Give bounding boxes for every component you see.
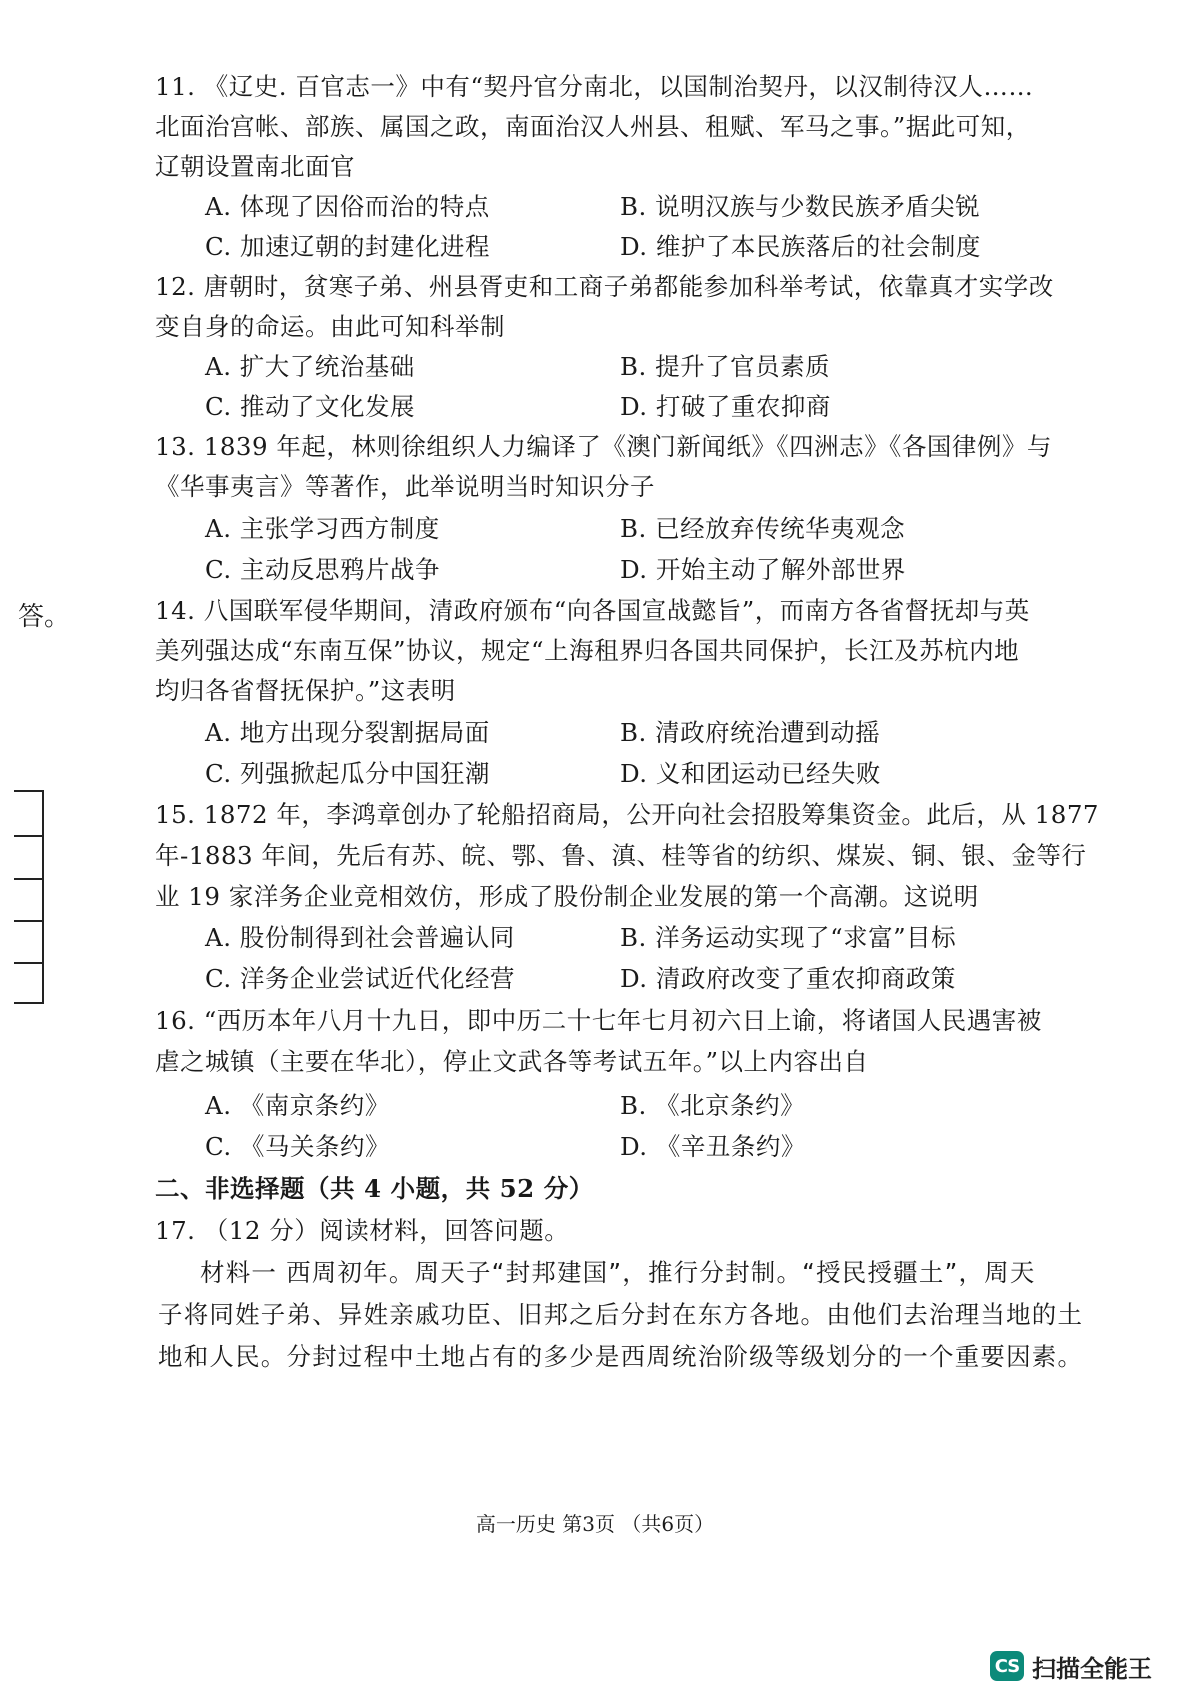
- question-13-option-c: C. 主动反思鸦片战争: [205, 555, 440, 584]
- margin-character: 答。: [18, 602, 71, 632]
- scanner-watermark: [990, 1648, 1152, 1684]
- question-15-option-d: D. 清政府改变了重农抑商政策: [620, 964, 956, 993]
- question-12-option-d: D. 打破了重农抑商: [620, 392, 831, 421]
- question-14-option-a: A. 地方出现分裂割据局面: [205, 718, 490, 747]
- question-14-line-2: 美列强达成“东南互保”协议，规定“上海租界归各国共同保护，长江及苏杭内地: [155, 636, 1020, 665]
- question-11-line-2: 北面治宫帐、部族、属国之政，南面治汉人州县、租赋、军马之事。”据此可知，: [155, 112, 1031, 141]
- question-11-option-b: B. 说明汉族与少数民族矛盾尖锐: [620, 192, 981, 221]
- question-11-option-a: A. 体现了因俗而治的特点: [205, 192, 490, 221]
- question-15-option-b: B. 洋务运动实现了“求富”目标: [620, 923, 957, 952]
- question-11-option-c: C. 加速辽朝的封建化进程: [205, 232, 490, 261]
- material-line-3: 地和人民。分封过程中土地占有的多少是西周统治阶级等级划分的一个重要因素。: [158, 1342, 1084, 1371]
- section-title: 二、非选择题（共 4 小题，共 52 分）: [155, 1174, 594, 1203]
- question-15-line-2: 年-1883 年间，先后有苏、皖、鄂、鲁、滇、桂等省的纺织、煤炭、铜、银、金等行: [155, 841, 1087, 870]
- page-footer: 高一历史 第3页 （共6页）: [475, 1512, 715, 1536]
- watermark-text: 扫描全能王: [1032, 1654, 1152, 1683]
- question-12-option-a: A. 扩大了统治基础: [205, 352, 415, 381]
- question-16-option-d: D. 《辛丑条约》: [620, 1132, 806, 1161]
- question-11-line-1: 11. 《辽史. 百官志一》中有“契丹官分南北，以国制治契丹，以汉制待汉人……: [155, 72, 1034, 101]
- question-13-line-2: 《华事夷言》等著作，此举说明当时知识分子: [155, 472, 655, 501]
- question-14-option-c: C. 列强掀起瓜分中国狂潮: [205, 759, 490, 788]
- question-13-line-1: 13. 1839 年起，林则徐组织人力编译了《澳门新闻纸》《四洲志》《各国律例》与: [155, 432, 1052, 461]
- question-12-line-1: 12. 唐朝时，贫寒子弟、州县胥吏和工商子弟都能参加科举考试，依靠真才实学改: [155, 272, 1054, 301]
- question-15-line-1: 15. 1872 年，李鸿章创办了轮船招商局，公开向社会招股筹集资金。此后，从 1877: [155, 800, 1100, 829]
- question-15-option-c: C. 洋务企业尝试近代化经营: [205, 964, 515, 993]
- question-13-option-b: B. 已经放弃传统华夷观念: [620, 514, 906, 543]
- question-12-option-b: B. 提升了官员素质: [620, 352, 831, 381]
- camscanner-logo-icon: CS: [990, 1651, 1024, 1681]
- question-16-line-2: 虐之城镇（主要在华北），停止文武各等考试五年。”以上内容出自: [155, 1047, 869, 1076]
- question-16-option-b: B. 《北京条约》: [620, 1091, 806, 1120]
- question-14-option-b: B. 清政府统治遭到动摇: [620, 718, 881, 747]
- question-12-line-2: 变自身的命运。由此可知科举制: [155, 312, 505, 341]
- question-17-title: 17. （12 分）阅读材料，回答问题。: [155, 1216, 570, 1245]
- question-14-line-1: 14. 八国联军侵华期间，清政府颁布“向各国宣战懿旨”，而南方各省督抚却与英: [155, 596, 1030, 625]
- question-15-option-a: A. 股份制得到社会普遍认同: [205, 923, 515, 952]
- question-14-option-d: D. 义和团运动已经失败: [620, 759, 881, 788]
- material-line-1: 材料一 西周初年。周天子“封邦建国”，推行分封制。“授民授疆土”，周天: [200, 1258, 1036, 1287]
- material-line-2: 子将同姓子弟、异姓亲戚功臣、旧邦之后分封在东方各地。由他们去治理当地的土: [158, 1300, 1084, 1329]
- question-16-option-a: A. 《南京条约》: [205, 1091, 390, 1120]
- question-12-option-c: C. 推动了文化发展: [205, 392, 415, 421]
- binding-bracket: [14, 790, 44, 1004]
- question-15-line-3: 业 19 家洋务企业竞相效仿，形成了股份制企业发展的第一个高潮。这说明: [155, 882, 979, 911]
- question-16-line-1: 16. “西历本年八月十九日，即中历二十七年七月初六日上谕，将诸国人民遇害被: [155, 1006, 1042, 1035]
- question-11-line-3: 辽朝设置南北面官: [155, 152, 355, 181]
- question-11-option-d: D. 维护了本民族落后的社会制度: [620, 232, 981, 261]
- question-16-option-c: C. 《马关条约》: [205, 1132, 390, 1161]
- question-13-option-d: D. 开始主动了解外部世界: [620, 555, 906, 584]
- question-13-option-a: A. 主张学习西方制度: [205, 514, 440, 543]
- question-14-line-3: 均归各省督抚保护。”这表明: [155, 676, 456, 705]
